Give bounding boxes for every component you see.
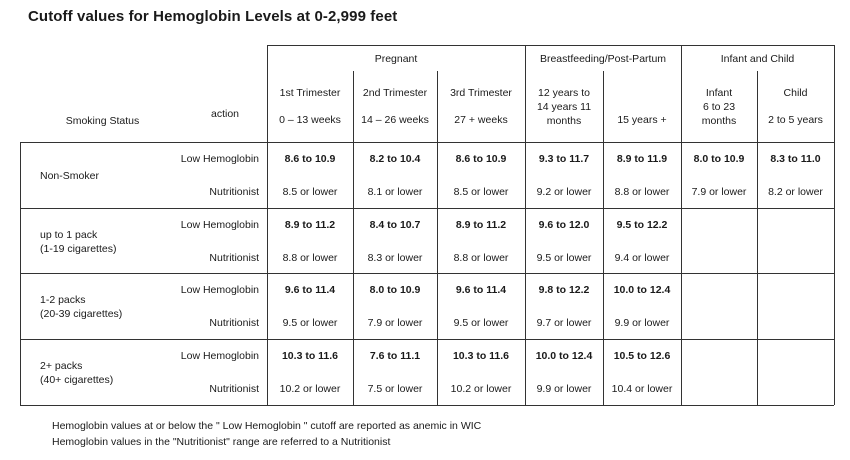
column-header-infant-line1: Infant bbox=[705, 87, 733, 99]
value-low-up-to-1-pack-2nd-trimester: 8.4 to 10.7 bbox=[369, 219, 421, 231]
value-nutritionist-up-to-1-pack-12-to-14-years: 9.5 or lower bbox=[536, 252, 592, 264]
status-1-2-packs-1: (20-39 cigarettes) bbox=[40, 308, 123, 320]
value-low-2-plus-packs-12-to-14-years: 10.0 to 12.4 bbox=[535, 350, 593, 362]
action-low-hemoglobin-1-2-packs: Low Hemoglobin bbox=[180, 284, 259, 296]
value-low-2-plus-packs-15-years-plus: 10.5 to 12.6 bbox=[613, 350, 671, 362]
action-low-hemoglobin-non-smoker: Low Hemoglobin bbox=[180, 153, 259, 165]
value-nutritionist-up-to-1-pack-3rd-trimester: 8.8 or lower bbox=[453, 252, 509, 264]
grid-line-row-3 bbox=[20, 339, 834, 340]
grid-line-row-4 bbox=[20, 405, 834, 406]
grid-line-row-2 bbox=[20, 273, 834, 274]
column-header-1st-trimester-line1: 1st Trimester bbox=[279, 87, 341, 99]
value-nutritionist-up-to-1-pack-1st-trimester: 8.8 or lower bbox=[282, 252, 338, 264]
column-header-15-years-plus-line1: 15 years + bbox=[617, 114, 667, 126]
action-nutritionist-non-smoker: Nutritionist bbox=[209, 186, 259, 198]
value-nutritionist-non-smoker-15-years-plus: 8.8 or lower bbox=[614, 186, 670, 198]
value-nutritionist-2-plus-packs-1st-trimester: 10.2 or lower bbox=[279, 383, 341, 395]
value-low-non-smoker-child: 8.3 to 11.0 bbox=[770, 153, 821, 165]
value-low-1-2-packs-12-to-14-years: 9.8 to 12.2 bbox=[538, 284, 590, 296]
group-header-breastfeeding: Breastfeeding/Post-Partum bbox=[539, 53, 667, 65]
value-nutritionist-1-2-packs-3rd-trimester: 9.5 or lower bbox=[453, 317, 509, 329]
value-nutritionist-non-smoker-1st-trimester: 8.5 or lower bbox=[282, 186, 338, 198]
value-low-up-to-1-pack-3rd-trimester: 8.9 to 11.2 bbox=[455, 219, 507, 231]
grid-line-col-9 bbox=[834, 45, 835, 405]
value-nutritionist-1-2-packs-2nd-trimester: 7.9 or lower bbox=[367, 317, 423, 329]
value-low-non-smoker-infant: 8.0 to 10.9 bbox=[693, 153, 745, 165]
status-2-plus-packs-1: (40+ cigarettes) bbox=[40, 374, 114, 386]
value-nutritionist-non-smoker-2nd-trimester: 8.1 or lower bbox=[367, 186, 423, 198]
value-nutritionist-1-2-packs-1st-trimester: 9.5 or lower bbox=[282, 317, 338, 329]
grid-line-row-0 bbox=[20, 142, 834, 143]
column-header-child-line2: 2 to 5 years bbox=[768, 114, 823, 126]
grid-line-left bbox=[20, 142, 21, 405]
status-non-smoker-0: Non-Smoker bbox=[40, 170, 99, 182]
column-header-2nd-trimester-line1: 2nd Trimester bbox=[362, 87, 428, 99]
header-action: action bbox=[210, 108, 240, 120]
grid-line-top bbox=[267, 45, 834, 46]
group-header-infant-child: Infant and Child bbox=[720, 53, 795, 65]
value-nutritionist-2-plus-packs-12-to-14-years: 9.9 or lower bbox=[536, 383, 592, 395]
action-low-hemoglobin-2-plus-packs: Low Hemoglobin bbox=[180, 350, 259, 362]
value-nutritionist-non-smoker-12-to-14-years: 9.2 or lower bbox=[536, 186, 592, 198]
header-smoking-status: Smoking Status bbox=[65, 115, 140, 127]
value-low-up-to-1-pack-1st-trimester: 8.9 to 11.2 bbox=[284, 219, 336, 231]
value-nutritionist-2-plus-packs-15-years-plus: 10.4 or lower bbox=[611, 383, 673, 395]
value-nutritionist-up-to-1-pack-2nd-trimester: 8.3 or lower bbox=[367, 252, 423, 264]
value-nutritionist-non-smoker-3rd-trimester: 8.5 or lower bbox=[453, 186, 509, 198]
value-low-1-2-packs-3rd-trimester: 9.6 to 11.4 bbox=[455, 284, 507, 296]
value-low-non-smoker-3rd-trimester: 8.6 to 10.9 bbox=[455, 153, 507, 165]
value-low-non-smoker-1st-trimester: 8.6 to 10.9 bbox=[284, 153, 336, 165]
column-header-12-to-14-years-line1: 12 years to bbox=[538, 87, 590, 99]
status-2-plus-packs-0: 2+ packs bbox=[40, 360, 83, 372]
value-low-1-2-packs-1st-trimester: 9.6 to 11.4 bbox=[284, 284, 336, 296]
column-header-12-to-14-years-line2: 14 years 11 bbox=[536, 101, 592, 113]
value-nutritionist-non-smoker-child: 8.2 or lower bbox=[768, 186, 823, 198]
value-nutritionist-1-2-packs-12-to-14-years: 9.7 or lower bbox=[536, 317, 592, 329]
group-header-pregnant: Pregnant bbox=[374, 53, 418, 65]
value-low-up-to-1-pack-15-years-plus: 9.5 to 12.2 bbox=[616, 219, 668, 231]
footnote-nutritionist: Hemoglobin values in the "Nutritionist" range are referred to a Nutritionist bbox=[52, 436, 391, 448]
value-low-2-plus-packs-3rd-trimester: 10.3 to 11.6 bbox=[452, 350, 510, 362]
column-header-2nd-trimester-line2: 14 – 26 weeks bbox=[361, 114, 429, 126]
column-header-3rd-trimester-line1: 3rd Trimester bbox=[450, 87, 512, 99]
value-low-1-2-packs-2nd-trimester: 8.0 to 10.9 bbox=[369, 284, 421, 296]
column-header-12-to-14-years-line3: months bbox=[546, 115, 582, 127]
column-header-3rd-trimester-line2: 27 + weeks bbox=[454, 114, 508, 126]
value-low-non-smoker-12-to-14-years: 9.3 to 11.7 bbox=[538, 153, 590, 165]
value-nutritionist-up-to-1-pack-15-years-plus: 9.4 or lower bbox=[614, 252, 670, 264]
status-1-2-packs-0: 1-2 packs bbox=[40, 294, 86, 306]
grid-line-row-1 bbox=[20, 208, 834, 209]
value-low-2-plus-packs-2nd-trimester: 7.6 to 11.1 bbox=[369, 350, 421, 362]
status-up-to-1-pack-0: up to 1 pack bbox=[40, 229, 98, 241]
column-header-infant-line3: months bbox=[701, 115, 737, 127]
value-nutritionist-2-plus-packs-2nd-trimester: 7.5 or lower bbox=[367, 383, 423, 395]
column-header-1st-trimester-line2: 0 – 13 weeks bbox=[279, 114, 341, 126]
column-header-child-line1: Child bbox=[783, 87, 808, 99]
value-nutritionist-1-2-packs-15-years-plus: 9.9 or lower bbox=[614, 317, 670, 329]
value-nutritionist-2-plus-packs-3rd-trimester: 10.2 or lower bbox=[450, 383, 512, 395]
column-header-infant-line2: 6 to 23 bbox=[702, 101, 736, 113]
value-low-non-smoker-15-years-plus: 8.9 to 11.9 bbox=[616, 153, 668, 165]
value-low-1-2-packs-15-years-plus: 10.0 to 12.4 bbox=[613, 284, 671, 296]
value-low-non-smoker-2nd-trimester: 8.2 to 10.4 bbox=[369, 153, 421, 165]
value-low-up-to-1-pack-12-to-14-years: 9.6 to 12.0 bbox=[538, 219, 590, 231]
value-low-2-plus-packs-1st-trimester: 10.3 to 11.6 bbox=[281, 350, 339, 362]
page-title: Cutoff values for Hemoglobin Levels at 0-2,999 feet bbox=[28, 8, 398, 25]
action-nutritionist-2-plus-packs: Nutritionist bbox=[209, 383, 259, 395]
value-nutritionist-non-smoker-infant: 7.9 or lower bbox=[691, 186, 747, 198]
action-nutritionist-up-to-1-pack: Nutritionist bbox=[209, 252, 259, 264]
footnote-anemic: Hemoglobin values at or below the " Low Hemoglobin " cutoff are reported as anemic in WIC bbox=[52, 420, 482, 432]
action-low-hemoglobin-up-to-1-pack: Low Hemoglobin bbox=[180, 219, 259, 231]
action-nutritionist-1-2-packs: Nutritionist bbox=[209, 317, 259, 329]
status-up-to-1-pack-1: (1-19 cigarettes) bbox=[40, 243, 117, 255]
